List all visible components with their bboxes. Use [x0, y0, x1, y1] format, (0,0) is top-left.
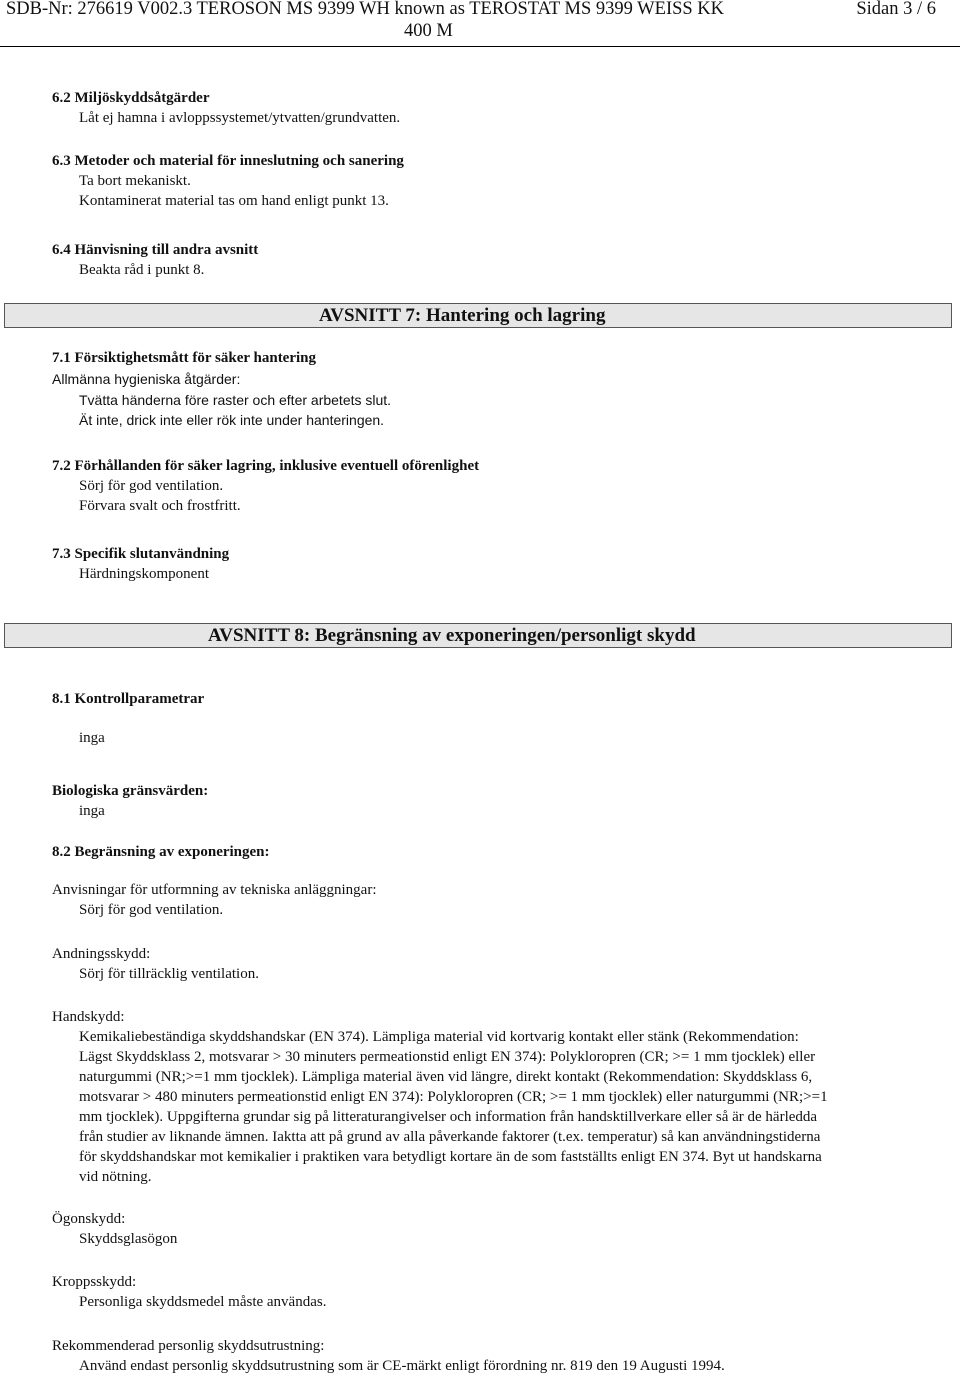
page-number: Sidan 3 / 6 — [856, 0, 936, 19]
hand-protection-line: för skyddshandskar mot kemikalier i praktiken vara betydligt kortare än de som fastställts enligt EN 374. Byt ut handskarna — [79, 1149, 822, 1165]
hand-protection-line: naturgummi (NR;>=1 mm tjocklek). Lämpliga material även vid längre, direkt kontakt (Rekommendation: Skyddsklass 6, — [79, 1069, 813, 1085]
technical-measures — [52, 880, 377, 920]
section-7-1-line: Ät inte, drick inte eller rök inte under hanteringen. — [79, 412, 385, 428]
biological-limits-value: inga — [79, 803, 105, 819]
section-7-2-line: Sörj för god ventilation. — [79, 478, 224, 494]
hand-protection-line: Kemikaliebeständiga skyddshandskar (EN 374). Lämpliga material vid kortvarig kontakt eller stänk (Rekommendation: — [79, 1029, 799, 1045]
section-6-2 — [52, 88, 400, 128]
respiratory-protection-value: Sörj för tillräcklig ventilation. — [79, 966, 259, 982]
technical-measures-label: Anvisningar för utformning av tekniska anläggningar: — [52, 882, 377, 898]
hygiene-label: Allmänna hygieniska åtgärder: — [52, 371, 241, 387]
header-line-2: 400 M — [404, 21, 453, 41]
section-6-2-line: Låt ej hamna i avloppssystemet/ytvatten/grundvatten. — [79, 110, 401, 126]
section-7-3 — [52, 544, 229, 584]
section-6-3-line: Kontaminerat material tas om hand enligt punkt 13. — [79, 193, 389, 209]
body-protection — [52, 1272, 326, 1312]
technical-measures-value: Sörj för god ventilation. — [79, 902, 224, 918]
control-parameters-value: inga — [79, 730, 105, 746]
section-7-3-line: Härdningskomponent — [79, 566, 209, 582]
section-8-2-title: 8.2 Begränsning av exponeringen: — [52, 844, 270, 860]
section-8-1-title: 8.1 Kontrollparametrar — [52, 691, 205, 707]
biological-limits-label: Biologiska gränsvärden: — [52, 783, 209, 799]
hand-protection-line: från studier av liknande ämnen. Iaktta att på grund av alla påverkande faktorer (t.ex. temperatur) så kan användningstiderna — [79, 1129, 821, 1145]
header-divider — [0, 46, 960, 47]
section-7-2-line: Förvara svalt och frostfritt. — [79, 498, 241, 514]
section-6-4-line: Beakta råd i punkt 8. — [79, 262, 205, 278]
section-6-2-title: 6.2 Miljöskyddsåtgärder — [52, 90, 210, 106]
section-8-2 — [52, 842, 270, 862]
section-6-4 — [52, 240, 258, 280]
section-6-4-title: 6.4 Hänvisning till andra avsnitt — [52, 242, 259, 258]
hand-protection-line: motsvarar > 480 minuters permeationstid enligt EN 374): Polykloropren (CR; >= 1 mm tjocklek) eller naturgummi (NR;>=1 — [79, 1089, 828, 1105]
section-6-3-line: Ta bort mekaniskt. — [79, 173, 191, 189]
section-7-2-title: 7.2 Förhållanden för säker lagring, inklusive eventuell oförenlighet — [52, 458, 480, 474]
section-7-2 — [52, 456, 479, 516]
control-parameters-value-block — [52, 728, 105, 748]
section-7-title: AVSNITT 7: Hantering och lagring — [319, 305, 606, 326]
hand-protection-label: Handskydd: — [52, 1009, 125, 1025]
section-7-1 — [52, 348, 391, 430]
section-6-3 — [52, 151, 404, 211]
recommended-ppe — [52, 1336, 725, 1376]
section-7-banner — [4, 303, 952, 328]
hand-protection-line: mm tjocklek). Uppgifterna grundar sig på litteraturangivelser och information från handsktillverkare eller så är de härledda — [79, 1109, 818, 1125]
eye-protection-label: Ögonskydd: — [52, 1211, 126, 1227]
document-header — [0, 0, 960, 44]
hand-protection-line: Lägst Skyddsklass 2, motsvarar > 30 minuters permeationstid enligt EN 374): Polykloropren (CR; >= 1 mm tjocklek) eller — [79, 1049, 816, 1065]
biological-limits — [52, 781, 208, 821]
header-line-1: SDB-Nr: 276619 V002.3 TEROSON MS 9399 WH known as TEROSTAT MS 9399 WEISS KK — [6, 0, 725, 19]
hand-protection-line: vid nötning. — [79, 1169, 152, 1185]
recommended-ppe-label: Rekommenderad personlig skyddsutrustning: — [52, 1338, 325, 1354]
respiratory-protection — [52, 944, 259, 984]
section-7-3-title: 7.3 Specifik slutanvändning — [52, 546, 230, 562]
section-6-3-title: 6.3 Metoder och material för inneslutning och sanering — [52, 153, 404, 169]
section-8-banner — [4, 623, 952, 648]
section-8-title: AVSNITT 8: Begränsning av exponeringen/personligt skydd — [208, 625, 696, 646]
recommended-ppe-value: Använd endast personlig skyddsutrustning som är CE-märkt enligt förordning nr. 819 den 19 Augusti 1994. — [79, 1358, 725, 1374]
hand-protection — [52, 1007, 828, 1187]
eye-protection — [52, 1209, 177, 1249]
eye-protection-value: Skyddsglasögon — [79, 1231, 178, 1247]
body-protection-value: Personliga skyddsmedel måste användas. — [79, 1294, 327, 1310]
section-7-1-title: 7.1 Försiktighetsmått för säker hantering — [52, 350, 317, 366]
body-protection-label: Kroppsskydd: — [52, 1274, 137, 1290]
header-product-info — [6, 0, 724, 42]
section-8-1 — [52, 689, 204, 709]
section-7-1-line: Tvätta händerna före raster och efter arbetets slut. — [79, 392, 392, 408]
respiratory-protection-label: Andningsskydd: — [52, 946, 151, 962]
